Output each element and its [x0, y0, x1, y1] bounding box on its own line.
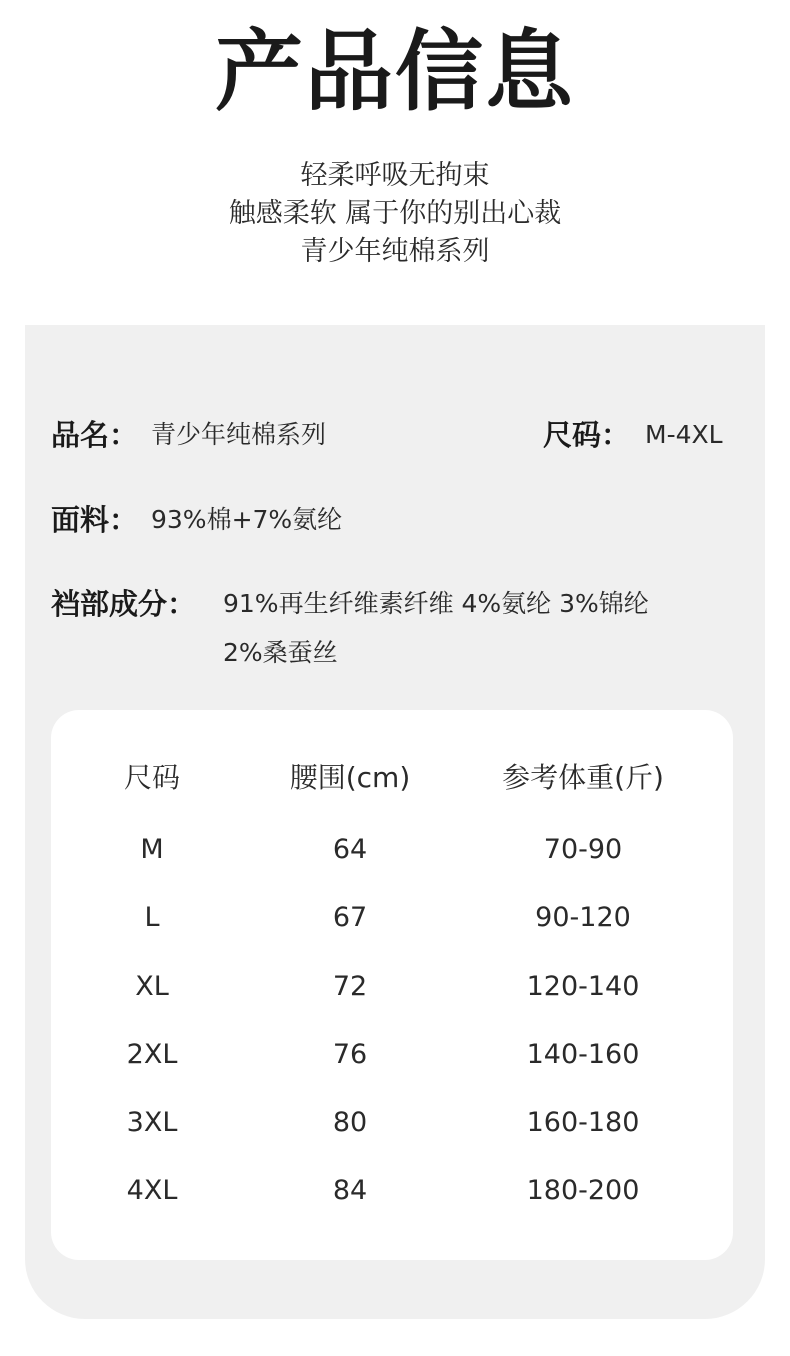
table-cell-size: M	[140, 834, 164, 865]
table-cell-weight: 70-90	[543, 834, 623, 865]
table-header-weight: 参考体重(斤)	[502, 761, 664, 794]
crotch-composition-value-line-1: 91%再生纤维素纤维 4%氨纶 3%锦纶	[223, 589, 649, 618]
table-header-size: 尺码	[123, 761, 180, 794]
table-cell-waist: 84	[332, 1175, 368, 1206]
table-cell-waist: 72	[332, 971, 368, 1002]
fabric-label: 面料：	[51, 503, 139, 537]
table-cell-waist: 67	[332, 902, 368, 933]
subtitle-line-3: 青少年纯棉系列	[300, 236, 490, 267]
table-cell-waist: 76	[332, 1039, 368, 1070]
subtitle-line-1: 轻柔呼吸无拘束	[300, 160, 490, 191]
fabric-value: 93%棉+7%氨纶	[151, 505, 343, 534]
table-cell-weight: 180-200	[526, 1175, 640, 1206]
table-cell-size: L	[144, 902, 160, 933]
table-cell-waist: 64	[332, 834, 368, 865]
size-range-label: 尺码：	[543, 418, 631, 452]
table-cell-weight: 140-160	[526, 1039, 640, 1070]
size-range-value: M-4XL	[645, 420, 723, 449]
table-header-waist: 腰围(cm)	[289, 761, 411, 794]
table-cell-size: XL	[135, 971, 169, 1002]
size-table	[51, 710, 733, 1260]
product-name-value: 青少年纯棉系列	[151, 420, 327, 449]
table-cell-weight: 160-180	[526, 1107, 640, 1138]
table-cell-size: 4XL	[126, 1175, 178, 1206]
table-cell-size: 2XL	[126, 1039, 178, 1070]
table-cell-weight: 90-120	[535, 902, 631, 933]
page-title: 产品信息	[214, 20, 575, 123]
crotch-composition-label: 裆部成分：	[51, 587, 197, 621]
table-cell-weight: 120-140	[526, 971, 640, 1002]
table-cell-size: 3XL	[126, 1107, 178, 1138]
subtitle-line-2: 触感柔软 属于你的别出心裁	[228, 198, 562, 229]
table-cell-waist: 80	[332, 1107, 368, 1138]
product-name-label: 品名：	[51, 418, 139, 452]
crotch-composition-value-line-2: 2%桑蚕丝	[223, 638, 338, 667]
